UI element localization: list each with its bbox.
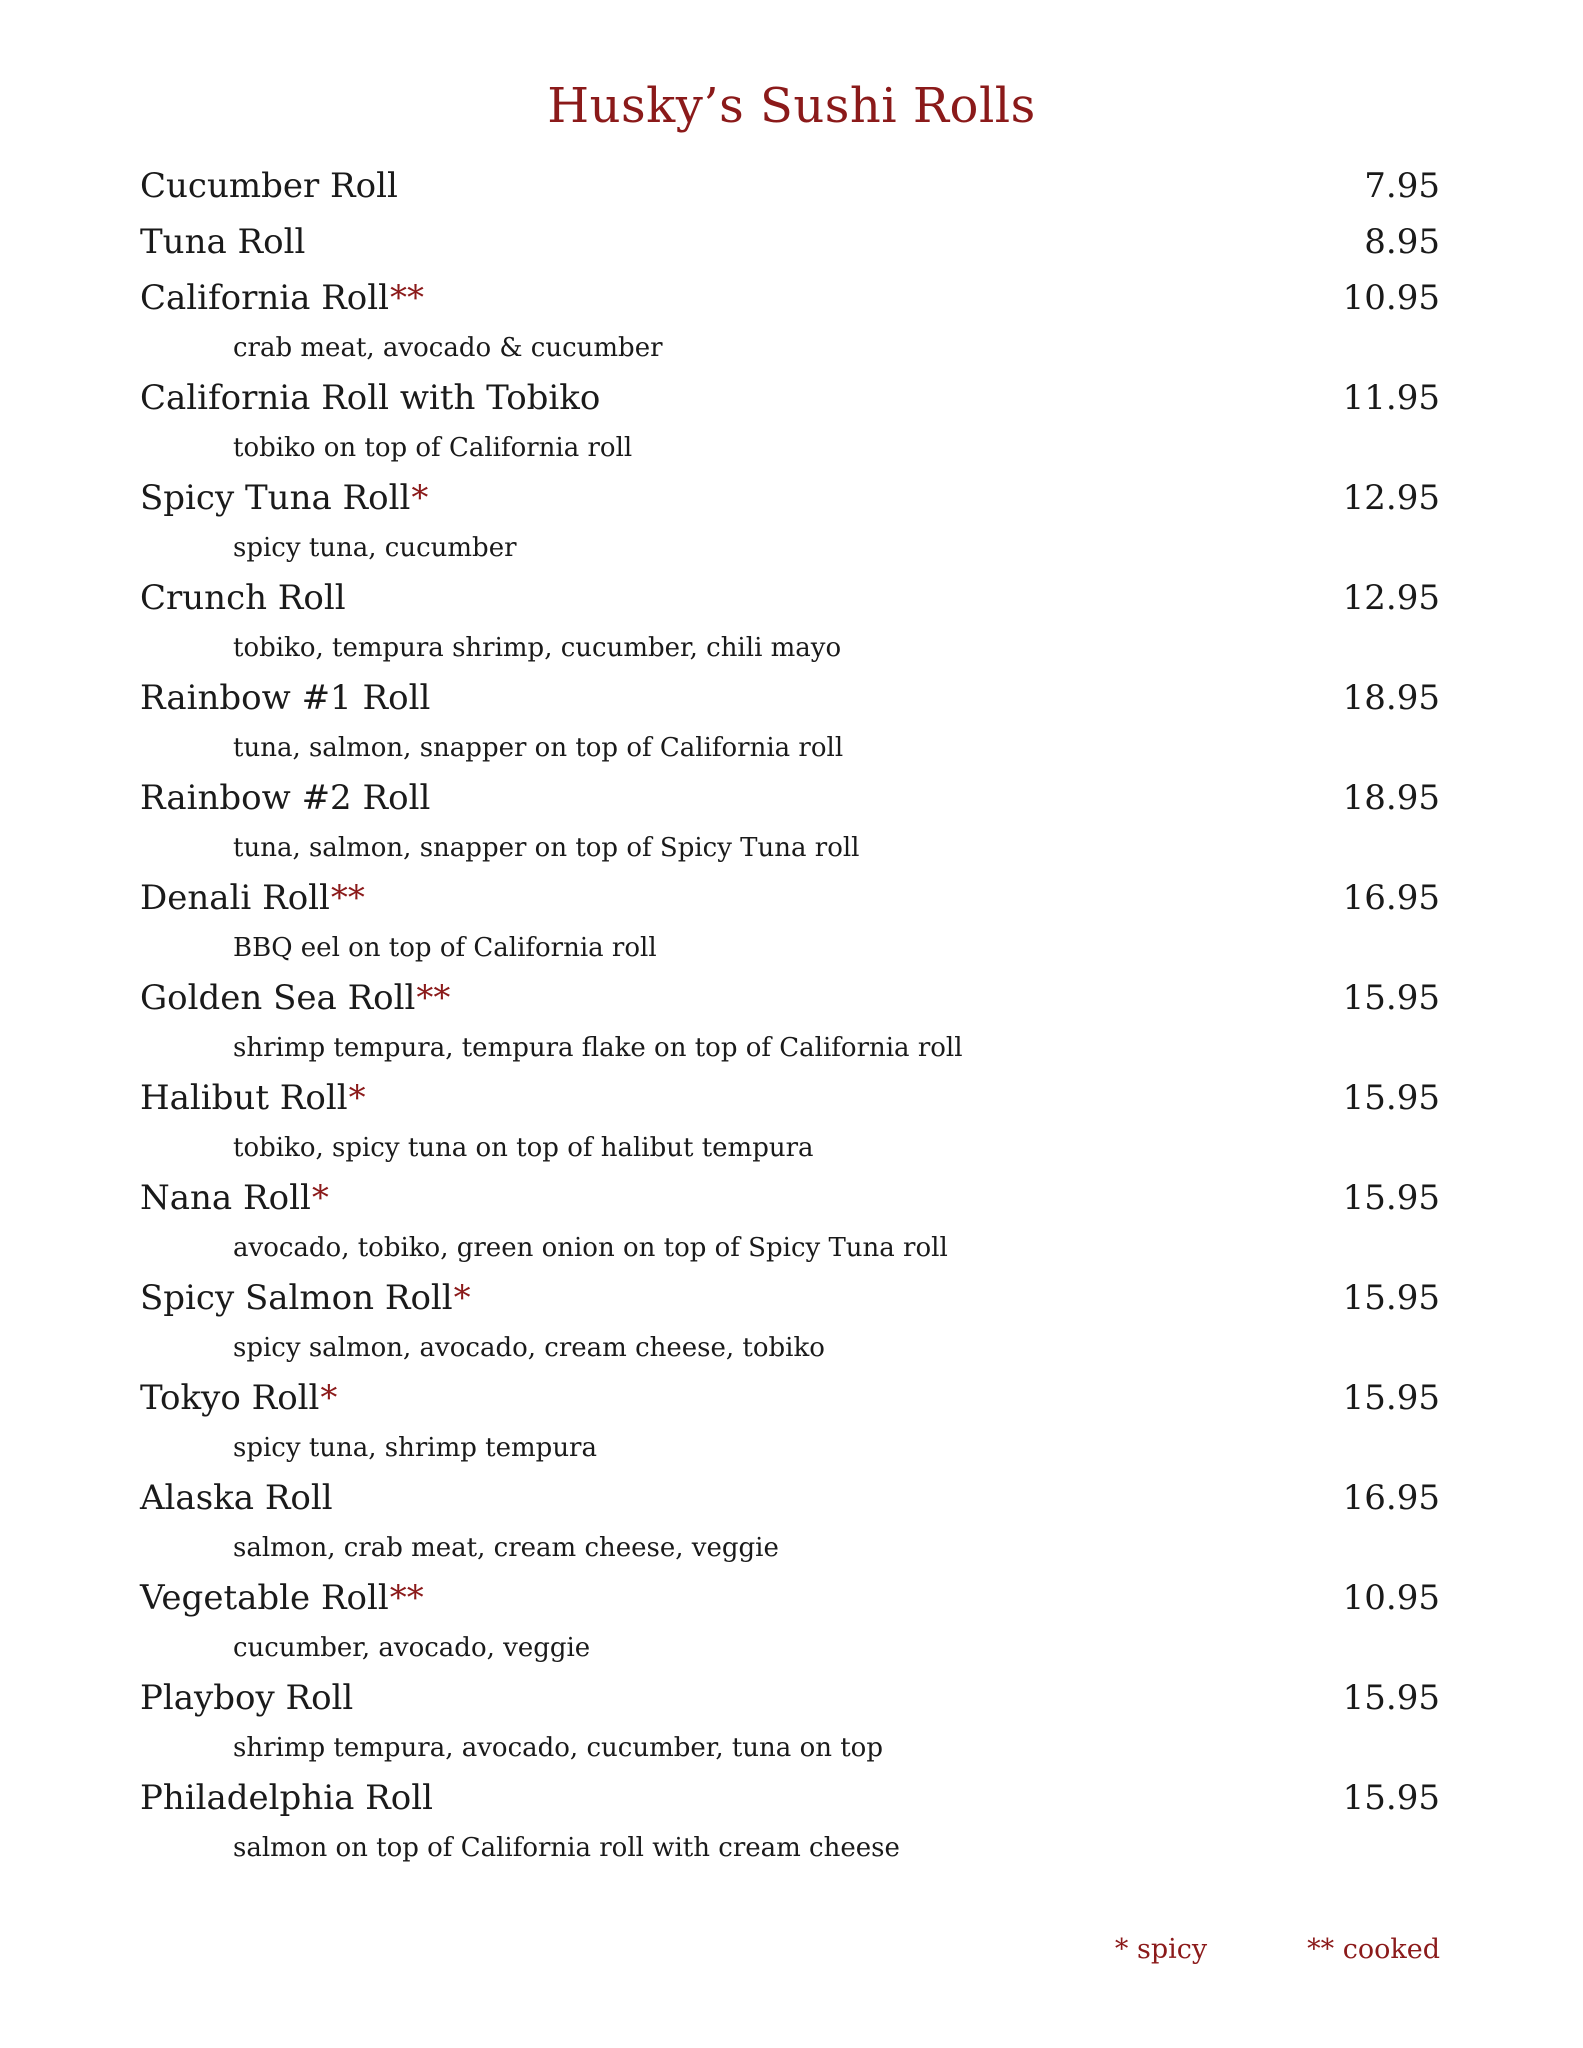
item-name-wrap [140, 770, 431, 826]
item-name: California Roll [140, 278, 390, 318]
item-name-wrap [140, 670, 431, 726]
menu-item [140, 1270, 1440, 1370]
item-name: Denali Roll [140, 878, 330, 918]
item-name-wrap [140, 470, 428, 526]
menu-item [140, 1370, 1440, 1470]
item-name-wrap [140, 1270, 471, 1326]
menu-list [140, 158, 1440, 1870]
item-description: tuna, salmon, snapper on top of California roll [233, 733, 844, 763]
item-name: Rainbow #1 Roll [140, 678, 431, 718]
item-marker: * [320, 1378, 338, 1418]
item-price: 15.95 [1342, 1178, 1440, 1218]
item-row [140, 570, 1440, 626]
item-row [140, 770, 1440, 826]
item-name: Nana Roll [140, 1178, 311, 1218]
menu-item [140, 870, 1440, 970]
item-row [140, 1570, 1440, 1626]
item-price: 18.95 [1342, 778, 1440, 818]
item-name: Playboy Roll [140, 1678, 354, 1718]
item-price: 16.95 [1342, 878, 1440, 918]
item-name: Cucumber Roll [140, 166, 398, 206]
item-name: Vegetable Roll [140, 1578, 389, 1618]
item-price: 15.95 [1342, 1778, 1440, 1818]
item-marker: * [311, 1178, 329, 1218]
item-marker: * [453, 1278, 471, 1318]
item-name-wrap [140, 1070, 366, 1126]
item-price: 10.95 [1342, 278, 1440, 318]
item-row [140, 1370, 1440, 1426]
item-name: Golden Sea Roll [140, 978, 416, 1018]
item-price: 15.95 [1342, 1378, 1440, 1418]
item-name-wrap [140, 1470, 334, 1526]
item-description: crab meat, avocado & cucumber [233, 333, 663, 363]
item-row [140, 670, 1440, 726]
menu-item [140, 970, 1440, 1070]
item-description: salmon, crab meat, cream cheese, veggie [233, 1533, 779, 1563]
item-name: Crunch Roll [140, 578, 346, 618]
menu-item [140, 670, 1440, 770]
page-title: Husky’s Sushi Rolls [547, 78, 1036, 134]
item-name: Halibut Roll [140, 1078, 348, 1118]
item-name-wrap [140, 1570, 424, 1626]
item-name: Spicy Salmon Roll [140, 1278, 453, 1318]
item-name-wrap [140, 870, 365, 926]
item-row [140, 270, 1440, 326]
item-name-wrap [140, 214, 306, 270]
menu-item [140, 470, 1440, 570]
item-description: cucumber, avocado, veggie [233, 1633, 591, 1663]
item-row [140, 970, 1440, 1026]
item-description: shrimp tempura, tempura flake on top of California roll [233, 1033, 963, 1063]
item-name-wrap [140, 270, 424, 326]
item-row [140, 470, 1440, 526]
item-marker: * [411, 478, 429, 518]
item-description: shrimp tempura, avocado, cucumber, tuna on top [233, 1733, 883, 1763]
item-name: Philadelphia Roll [140, 1778, 433, 1818]
item-description: BBQ eel on top of California roll [233, 933, 657, 963]
item-row [140, 1470, 1440, 1526]
menu-item [140, 1070, 1440, 1170]
item-name: Rainbow #2 Roll [140, 778, 431, 818]
item-price: 16.95 [1342, 1478, 1440, 1518]
item-description: tuna, salmon, snapper on top of Spicy Tuna roll [233, 833, 860, 863]
item-description: spicy tuna, cucumber [233, 533, 517, 563]
item-marker: ** [390, 278, 425, 318]
item-price: 12.95 [1342, 478, 1440, 518]
item-name: Alaska Roll [140, 1478, 333, 1518]
item-name-wrap [140, 970, 450, 1026]
item-marker: ** [416, 978, 451, 1018]
item-name-wrap [140, 370, 601, 426]
item-description: salmon on top of California roll with cream cheese [233, 1833, 900, 1863]
item-description: tobiko on top of California roll [233, 433, 633, 463]
item-row [140, 1170, 1440, 1226]
item-name-wrap [140, 1670, 354, 1726]
legend-cooked: ** cooked [1307, 1934, 1440, 1965]
item-marker: * [348, 1078, 366, 1118]
item-description: spicy tuna, shrimp tempura [233, 1433, 597, 1463]
legend [1115, 1934, 1440, 1965]
menu-item [140, 1570, 1440, 1670]
menu-item [140, 1670, 1440, 1770]
menu-item [140, 1770, 1440, 1870]
item-price: 15.95 [1342, 978, 1440, 1018]
item-row [140, 214, 1440, 270]
item-price: 15.95 [1342, 1678, 1440, 1718]
item-price: 7.95 [1364, 166, 1440, 206]
item-description: tobiko, spicy tuna on top of halibut tempura [233, 1133, 814, 1163]
item-row [140, 870, 1440, 926]
item-price: 11.95 [1342, 378, 1440, 418]
item-name: California Roll with Tobiko [140, 378, 601, 418]
item-price: 15.95 [1342, 1078, 1440, 1118]
item-name: Spicy Tuna Roll [140, 478, 411, 518]
item-name-wrap [140, 1170, 329, 1226]
item-description: tobiko, tempura shrimp, cucumber, chili mayo [233, 633, 842, 663]
item-row [140, 158, 1440, 214]
item-price: 18.95 [1342, 678, 1440, 718]
menu-item [140, 770, 1440, 870]
menu-item [140, 1170, 1440, 1270]
item-row [140, 1270, 1440, 1326]
item-price: 8.95 [1364, 222, 1440, 262]
item-row [140, 370, 1440, 426]
menu-item [140, 270, 1440, 370]
legend-spicy: * spicy [1114, 1934, 1208, 1965]
item-name: Tuna Roll [140, 222, 306, 262]
item-description: spicy salmon, avocado, cream cheese, tobiko [233, 1333, 825, 1363]
item-price: 12.95 [1342, 578, 1440, 618]
item-name-wrap [140, 1370, 337, 1426]
menu-item [140, 570, 1440, 670]
menu-item [140, 158, 1440, 214]
item-name-wrap [140, 1770, 434, 1826]
item-description: avocado, tobiko, green onion on top of Spicy Tuna roll [233, 1233, 948, 1263]
item-price: 10.95 [1342, 1578, 1440, 1618]
item-price: 15.95 [1342, 1278, 1440, 1318]
item-name: Tokyo Roll [140, 1378, 320, 1418]
menu-item [140, 1470, 1440, 1570]
item-row [140, 1670, 1440, 1726]
item-row [140, 1770, 1440, 1826]
item-marker: ** [330, 878, 365, 918]
item-marker: ** [389, 1578, 424, 1618]
item-name-wrap [140, 158, 399, 214]
menu-item [140, 214, 1440, 270]
item-row [140, 1070, 1440, 1126]
menu-item [140, 370, 1440, 470]
item-name-wrap [140, 570, 347, 626]
